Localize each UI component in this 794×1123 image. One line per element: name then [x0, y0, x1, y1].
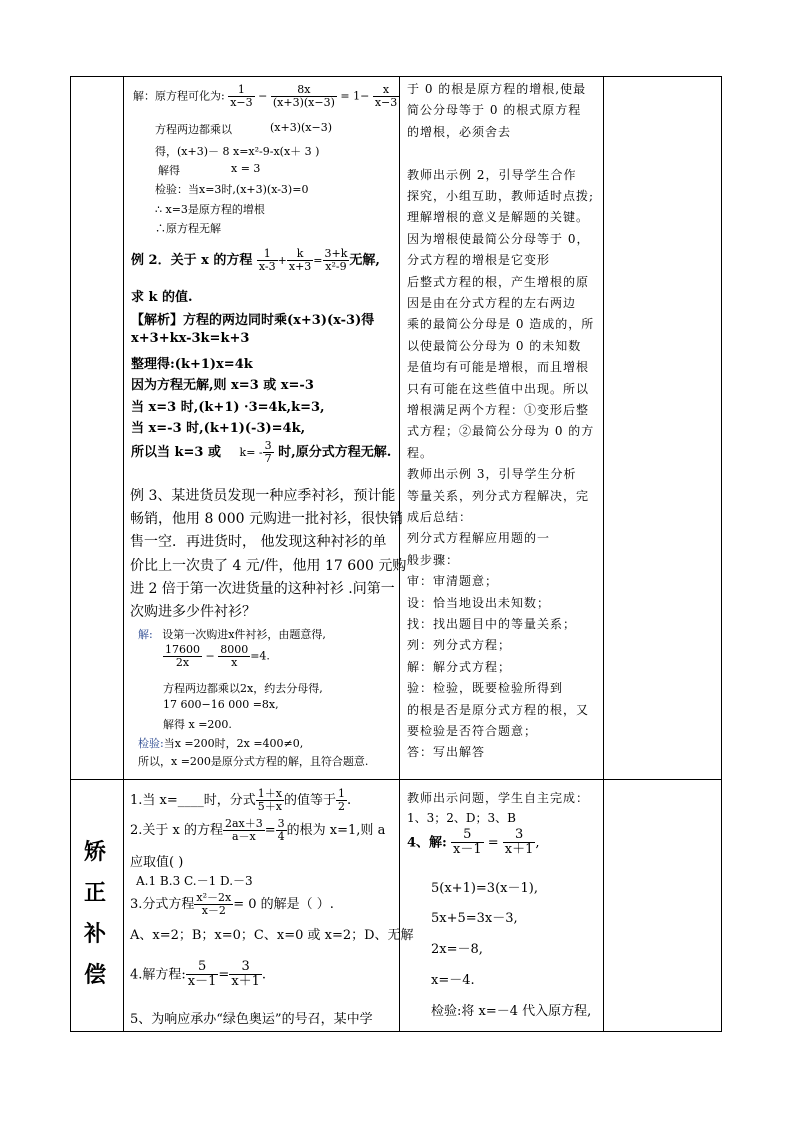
teacher-note-line: 成后总结：: [407, 510, 473, 524]
teacher-note-line: 以使最简公分母为 0 的未知数: [407, 338, 582, 353]
answers-intro: 教师出示问题，学生自主完成：: [407, 791, 590, 805]
side-label-char-2: 正: [84, 881, 107, 906]
ex1-solve-val: x = 3: [231, 162, 261, 175]
teacher-note-line: 教师出示例 2，引导学生合作: [407, 167, 577, 182]
question-3: 3.分式方程 $\frac{\text{x²－2x}}{x-2}$ = 0 的解是（ ）.: [130, 891, 334, 918]
teacher-note-line: 只有可能在这些值中出现。所以: [407, 381, 590, 396]
ex3-p3: 售一空．再进货时， 他发现这种衬衫的单: [130, 534, 387, 550]
ex1-concl1: ∴ x=3是原方程的增根: [155, 203, 265, 216]
ex3-equation: $\frac{17600}{2x}$ − $\frac{8000}{x}$ =4.: [165, 643, 270, 670]
teacher-note-line: 是值均有可能是增根，而且增根: [407, 360, 590, 375]
teacher-note-line: 验：检验，既要检验所得到: [407, 681, 564, 696]
ex3-s4: 所以，x =200是原分式方程的解，且符合题意.: [138, 755, 369, 768]
ex3-p6: 次购进多少件衬衫？: [130, 604, 256, 620]
teacher-note-line: 教师出示例 3，引导学生分析: [407, 467, 577, 482]
ex3-s2: 17 600−16 000 =8x,: [163, 698, 279, 711]
table-top-border: [70, 76, 722, 77]
side-label-char-4: 偿: [84, 963, 107, 988]
ex3-s3: 解得 x =200.: [163, 718, 232, 731]
teacher-note-line: 列：列分式方程；: [407, 638, 512, 653]
table-row-divider: [70, 779, 722, 780]
ex2-l1: x+3+kx-3k=k+3: [131, 331, 250, 346]
ex2-l4: 当 x=3 时,(k+1) ·3=4k,k=3,: [131, 400, 325, 415]
answers-choices: 1、3；2、D；3、B: [407, 811, 516, 825]
teacher-note-line: 分式方程的增根是它变形: [407, 253, 551, 268]
ex2-line2: 求 k 的值.: [131, 290, 193, 305]
answer-4-s1: 5(x+1)=3(x－1),: [431, 881, 538, 896]
teacher-note-line: 的增根，必须舍去: [407, 124, 512, 139]
teacher-note-line: 要检验是否符合题意；: [407, 724, 538, 738]
ex1-concl2: ∴原方程无解: [155, 222, 221, 235]
question-2: 2.关于 x 的方程 $\frac{2ax+3}{a-x}$ = $\frac{3}{4}$ 的根为 x=1,则 a: [130, 817, 386, 844]
ex2-l5: 当 x=-3 时,(k+1)(-3)=4k,: [131, 421, 306, 436]
question-1: 1.当 x=____时，分式 $\frac{1+x}{5+x}$ 的值等于 $\frac{1}{2}$ .: [130, 787, 352, 814]
teacher-note-line: 找：找出题目中的等量关系；: [407, 617, 577, 631]
question-2-line2: 应取值( ): [130, 855, 184, 870]
teacher-note-line: 因是由在分式方程的左右两边: [407, 296, 577, 310]
ex3-p5: 进 2 倍于第一次进货量的这种衬衫 .问第一: [130, 581, 395, 597]
teacher-note-line: 审：审清题意；: [407, 574, 499, 589]
ex1-solve: 解得: [158, 164, 180, 177]
teacher-note-line: 般步骤：: [407, 552, 460, 567]
answer-4-equation: 4、解: $\frac{5}{x-1}$ = $\frac{3}{x+1}$ ,: [407, 827, 540, 858]
ex3-check: 检验:当x =200时，2x =400≠0,: [138, 737, 304, 750]
table-right-border: [721, 76, 722, 1032]
ex2-title: 例 2．关于 x 的方程 $\frac{1}{x-3}$ + $\frac{k}{x+3}$ = $\frac{3+k}{\text{x²-9}}$ 无解,: [131, 247, 380, 274]
side-label-char-3: 补: [84, 922, 107, 947]
teacher-note-line: 列分式方程解应用题的一: [407, 531, 551, 546]
teacher-note-line: 后整式方程的根，产生增根的原: [407, 274, 590, 289]
table-left-border: [70, 76, 71, 1032]
teacher-note-line: 设：恰当地设出未知数；: [407, 595, 551, 610]
answer-4-s4: x=－4.: [431, 973, 475, 988]
answer-4-s5: 检验:将 x=－4 代入原方程,: [431, 1004, 592, 1019]
ex1-multiply: 方程两边都乘以: [155, 123, 232, 136]
teacher-note-line: 简公分母等于 0 的根式原方程: [407, 103, 582, 118]
ex3-s1: 方程两边都乘以2x，约去分母得,: [163, 682, 323, 695]
teacher-note-line: 式方程；②最简公分母为 0 的方: [407, 424, 595, 439]
teacher-note-line: 乘的最简公分母是 0 造成的，所: [407, 317, 595, 332]
teacher-note-line: 因为增根使最简公分母等于 0，: [407, 231, 590, 246]
teacher-note-line: 答：写出解答: [407, 745, 486, 760]
ex1-equation: 解：原方程可化为: $\frac{1}{x-3}$ − $\frac{8x}{(x+3)(x-3)}$ = 1− $\frac{x}{x-3}$: [133, 83, 398, 110]
teacher-note-line: 解：解分式方程；: [407, 659, 512, 674]
ex2-analysis: 【解析】方程的两边同时乘(x+3)(x-3)得: [131, 313, 375, 328]
side-label-char-1: 矫: [84, 840, 107, 865]
question-3-options: A、x=2；B；x=0；C、x=0 或 x=2；D、无解: [130, 928, 414, 943]
ex1-check: 检验：当x=3时,(x+3)(x-3)=0: [155, 183, 309, 196]
teacher-note-line: 于 0 的根是原方程的增根,使最: [407, 82, 587, 96]
ex3-p2: 畅销，他用 8 000 元购进一批衬衫，很快销: [130, 511, 403, 527]
teacher-note-line: 增根满足两个方程：①变形后整: [407, 403, 590, 417]
ex2-l2: 整理得:(k+1)x=4k: [131, 357, 253, 372]
ex1-get: 得，(x+3)－ 8 x=x²-9-x(x＋ 3 ): [155, 145, 320, 158]
answer-4-s2: 5x+5=3x－3,: [431, 911, 518, 926]
ex1-multiply-expr: (x+3)(x−3): [270, 121, 333, 134]
ex2-l3: 因为方程无解,则 x=3 或 x=-3: [131, 378, 314, 393]
ex3-p1: 例 3、某进货员发现一种应季衬衫，预计能: [130, 488, 396, 504]
answer-4-s3: 2x=－8,: [431, 942, 483, 957]
ex2-l6: 所以当 k=3 或 k= - $\frac{3}{7}$ 时,原分式方程无解.: [131, 439, 392, 466]
table-col-divider-3: [603, 76, 604, 1032]
table-col-divider-2: [399, 76, 400, 1032]
teacher-note-line: 探究，小组互助，教师适时点拨;: [407, 189, 595, 203]
table-col-divider-1: [123, 76, 124, 1032]
question-5: 5、为响应承办“绿色奥运”的号召，某中学: [130, 1012, 373, 1027]
ex3-p4: 价比上一次贵了 4 元/件，他用 17 600 元购: [130, 558, 407, 574]
teacher-note-line: 等量关系，列分式方程解决，完: [407, 488, 590, 503]
ex3-solve: 解: 设第一次购进x件衬衫，由题意得,: [138, 628, 326, 641]
teacher-note-line: 程。: [407, 445, 434, 460]
question-2-options: A.1 B.3 C.－1 D.－3: [136, 874, 253, 888]
teacher-note-line: 的根是否是原分式方程的根，又: [407, 702, 590, 717]
question-4: 4.解方程: $\frac{5}{x-1}$ = $\frac{3}{x+1}$ .: [130, 959, 267, 990]
table-bottom-border: [70, 1031, 722, 1032]
teacher-note-line: 理解增根的意义是解题的关键。: [407, 210, 590, 225]
